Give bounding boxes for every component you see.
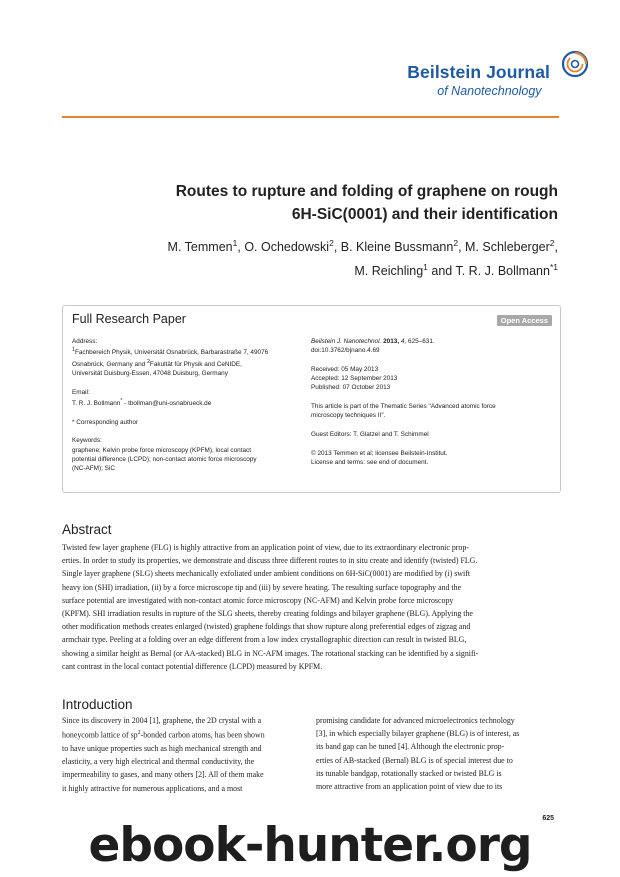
- author-list: [118, 233, 558, 281]
- email-label: Email:: [72, 388, 90, 396]
- intro-text: -bonded carbon atoms, has been shown: [140, 730, 265, 740]
- journal-logo-icon: [560, 48, 590, 82]
- intro-line: promising candidate for advanced microelectronics technology: [316, 716, 515, 725]
- intro-line: impermeability to gases, and many others [2]. All of them make: [62, 770, 264, 780]
- author-affiliation: *1: [549, 262, 558, 273]
- author-name: B. Kleine Bussmann: [340, 240, 454, 255]
- introduction-right-column: [316, 714, 559, 793]
- intro-line: elasticity, a very high electrical and thermal conductivity, the: [62, 757, 255, 767]
- article-title: [118, 180, 558, 226]
- intro-line: [62, 727, 304, 742]
- author-separator: ,: [237, 240, 245, 255]
- intro-line: its tunable bandgap, rotationally stacked or twisted BLG is: [316, 768, 502, 778]
- received-date: Received: 05 May 2013: [311, 365, 379, 373]
- abstract-line: surface potential are investigated with non-contact atomic force microscopy (NC-AFM) and Kelvin probe force microscopy: [62, 595, 454, 605]
- intro-line: its band gap can be tuned [4]. Although the electronic prop-: [316, 742, 505, 752]
- corresponding-author-note: * Corresponding author: [72, 418, 139, 426]
- address-line: [72, 358, 292, 369]
- journal-name-line1: Beilstein Journal: [407, 62, 550, 82]
- citation: [311, 337, 551, 346]
- intro-line: it highly attractive for numerous applications, and a most: [62, 783, 243, 793]
- author-name: M. Temmen: [167, 240, 233, 255]
- address-text: Fakultät für Physik and CeNIDE,: [149, 360, 242, 368]
- article-type: Full Research Paper: [72, 312, 186, 326]
- author-affiliation: 1: [232, 238, 238, 248]
- info-right-column: [311, 337, 551, 467]
- author-affiliation: 1: [423, 262, 428, 273]
- abstract-line: cant contrast in the local contact potential difference (LCPD) measured by KPFM.: [62, 661, 323, 671]
- title-line-1: Routes to rupture and folding of graphene on rough: [175, 183, 558, 200]
- affiliation-sup: 2: [146, 358, 150, 365]
- author-name: T. R. J. Bollmann: [455, 264, 550, 279]
- abstract-line: heavy ion (SHI) irradiation, (ii) by a force microscope tip and (iii) by severe heating. The resulting surface topography and the: [62, 582, 462, 592]
- corresponding-mark: *: [120, 398, 123, 405]
- doi[interactable]: doi:10.3762/bjnano.4.69: [311, 347, 380, 355]
- email-line: [72, 397, 292, 408]
- author-line-2: [118, 257, 558, 281]
- introduction-left-column: [62, 714, 304, 795]
- author-separator: ,: [458, 240, 466, 255]
- abstract-line: other modification methods creates enlarged (twisted) graphene foldings that show rupture along preferential edges of zigzag and: [62, 622, 471, 632]
- article-info-box: [62, 305, 561, 493]
- author-affiliation: 2: [329, 238, 334, 248]
- header-divider: [62, 116, 559, 118]
- address-text: Osnabrück, Germany and: [72, 360, 147, 368]
- author-name: O. Ochedowski: [244, 240, 330, 255]
- address-line: Universität Duisburg-Essen, 47048 Duisburg, Germany: [72, 370, 228, 378]
- keywords-line: potential difference (LCPD); non-contact atomic force microscopy: [72, 455, 257, 463]
- page-number: 625: [542, 815, 554, 822]
- superscript: 2: [137, 730, 141, 737]
- abstract-body: [62, 541, 559, 673]
- journal-logo: [407, 62, 550, 98]
- abstract-line: showing a similar height as Bernal (or AA-stacked) BLG in NC-AFM images. The rotational stacking can be identified by a signifi-: [62, 648, 479, 658]
- address-label: Address:: [72, 338, 98, 345]
- intro-text: honeycomb lattice of sp: [62, 730, 138, 740]
- thematic-series-line: microscopy techniques II".: [311, 412, 386, 420]
- abstract-line: (KPFM). SHI irradiation results in rupture of the SLG sheets, thereby creating foldings and bilayer graphene (BLG). Applying the: [62, 609, 473, 619]
- address-line: [72, 346, 292, 357]
- author-affiliation: 2: [549, 238, 555, 248]
- citation-pages: 625–631.: [408, 338, 435, 345]
- citation-volume: 4,: [400, 338, 407, 345]
- author-separator: ,: [554, 240, 558, 255]
- email-name: T. R. J. Bollmann: [72, 400, 121, 408]
- keywords-label: Keywords:: [72, 437, 102, 445]
- citation-journal: Beilstein J. Nanotechnol.: [311, 338, 382, 345]
- author-line-1: [118, 233, 558, 257]
- intro-line: more attractive from an application point of view due to its: [316, 782, 503, 792]
- keywords-line: (NC-AFM); SiC: [72, 465, 115, 473]
- author-name: M. Reichling: [354, 264, 424, 279]
- abstract-line: erties. In order to study its properties, we demonstrate and discuss three different routes to in situ create and identify (twisted) FLG.: [62, 556, 478, 566]
- citation-year: 2013,: [383, 338, 400, 345]
- copyright: © 2013 Temmen et al; licensee Beilstein-Institut.: [311, 449, 448, 457]
- affiliation-sup: 1: [72, 347, 75, 354]
- author-name: M. Schleberger: [465, 240, 550, 255]
- published-date: Published: 07 October 2013: [311, 384, 391, 392]
- email-link[interactable]: - tbollman@uni-osnabrueck.de: [122, 400, 212, 408]
- author-affiliation: 2: [453, 238, 459, 248]
- intro-line: [3], in which especially bilayer graphene (BLG) is of interest, as: [316, 729, 520, 739]
- title-line-2: 6H-SiC(0001) and their identification: [291, 206, 558, 223]
- info-left-column: [72, 337, 292, 474]
- abstract-heading: Abstract: [62, 522, 112, 537]
- author-separator: ,: [333, 240, 341, 255]
- open-access-badge: Open Access: [497, 315, 552, 326]
- address-text: Fachbereich Physik, Universität Osnabrück, Barbarastraße 7, 49076: [74, 349, 269, 357]
- thematic-series-line: This article is part of the Thematic Series "Advanced atomic force: [311, 403, 496, 411]
- watermark: ebook-hunter.org: [88, 818, 532, 873]
- abstract-line: Single layer graphene (SLG) sheets mechanically exfoliated under ambient conditions on 6H-SiC(0001) are modified by (i) swift: [62, 569, 471, 579]
- abstract-line: armchair type. Peeling at a folding over an edge different from a low index crystallographic direction can result in twisted BLG,: [62, 635, 467, 645]
- intro-line: erties of AB-stacked (Bernal) BLG is of special interest due to: [316, 755, 513, 765]
- introduction-heading: Introduction: [62, 697, 133, 712]
- intro-line: Since its discovery in 2004 [1], graphene, the 2D crystal with a: [62, 716, 262, 725]
- license: License and terms: see end of document.: [311, 458, 429, 466]
- abstract-line: Twisted few layer graphene (FLG) is highly attractive from an application point of view, due to its extraordinary electronic prop-: [62, 543, 469, 552]
- journal-name-line2: of Nanotechnology: [437, 84, 542, 98]
- intro-line: to have unique properties such as high mechanical strength and: [62, 744, 262, 754]
- guest-editors: Guest Editors: T. Glatzel and T. Schimmel: [311, 430, 429, 438]
- keywords-line: graphene; Kelvin probe force microscopy (KPFM), local contact: [72, 446, 252, 454]
- author-separator: and: [427, 264, 456, 279]
- accepted-date: Accepted: 12 September 2013: [311, 375, 398, 383]
